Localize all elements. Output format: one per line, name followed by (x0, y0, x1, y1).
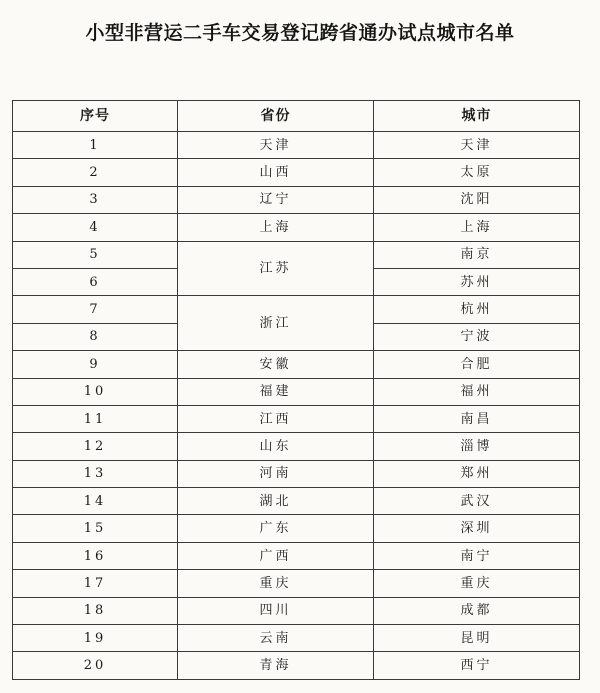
row-no: 5 (13, 241, 178, 268)
table-row (13, 241, 580, 268)
row-no: 8 (13, 323, 178, 350)
row-no: 7 (13, 296, 178, 323)
row-city: 武汉 (374, 488, 580, 515)
row-city: 重庆 (374, 570, 580, 597)
table-row (13, 351, 580, 378)
row-province: 江西 (178, 405, 374, 432)
row-city: 郑州 (374, 460, 580, 487)
row-province: 云南 (178, 625, 374, 652)
table-row (13, 488, 580, 515)
row-city: 宁波 (374, 323, 580, 350)
row-city: 合肥 (374, 351, 580, 378)
header-city: 城市 (374, 101, 580, 132)
row-province: 辽宁 (178, 186, 374, 213)
row-province: 广东 (178, 515, 374, 542)
row-no: 11 (13, 405, 178, 432)
document-title: 小型非营运二手车交易登记跨省通办试点城市名单 (85, 22, 515, 44)
row-province: 广西 (178, 542, 374, 569)
table-row (13, 132, 580, 159)
row-no: 6 (13, 268, 178, 295)
row-city: 昆明 (374, 625, 580, 652)
table-row (13, 597, 580, 624)
row-province: 湖北 (178, 488, 374, 515)
row-city: 杭州 (374, 296, 580, 323)
table-row (13, 515, 580, 542)
row-no: 3 (13, 186, 178, 213)
row-province: 安徽 (178, 351, 374, 378)
row-city: 天津 (374, 132, 580, 159)
table-row (13, 159, 580, 186)
row-no: 19 (13, 625, 178, 652)
row-city: 深圳 (374, 515, 580, 542)
table-row (13, 652, 580, 679)
row-city: 西宁 (374, 652, 580, 679)
header-no: 序号 (13, 101, 178, 132)
row-no: 9 (13, 351, 178, 378)
row-no: 20 (13, 652, 178, 679)
row-city: 沈阳 (374, 186, 580, 213)
row-no: 16 (13, 542, 178, 569)
row-province: 福建 (178, 378, 374, 405)
row-province: 青海 (178, 652, 374, 679)
row-no: 1 (13, 132, 178, 159)
row-no: 12 (13, 433, 178, 460)
row-city: 南昌 (374, 405, 580, 432)
row-city: 苏州 (374, 268, 580, 295)
row-no: 10 (13, 378, 178, 405)
header-province: 省份 (178, 101, 374, 132)
table-row (13, 570, 580, 597)
row-province: 重庆 (178, 570, 374, 597)
row-city: 上海 (374, 214, 580, 241)
row-city: 南京 (374, 241, 580, 268)
row-city: 南宁 (374, 542, 580, 569)
row-no: 14 (13, 488, 178, 515)
table-row (13, 460, 580, 487)
row-province-merged: 浙江 (178, 296, 374, 351)
row-province: 河南 (178, 460, 374, 487)
city-list-table (12, 100, 580, 680)
table-row (13, 186, 580, 213)
row-no: 4 (13, 214, 178, 241)
table-row (13, 214, 580, 241)
row-city: 成都 (374, 597, 580, 624)
row-city: 太原 (374, 159, 580, 186)
row-province-merged: 江苏 (178, 241, 374, 296)
table-row (13, 296, 580, 323)
table-row (13, 405, 580, 432)
row-city: 福州 (374, 378, 580, 405)
row-no: 13 (13, 460, 178, 487)
row-province: 天津 (178, 132, 374, 159)
table-row (13, 378, 580, 405)
row-province: 山东 (178, 433, 374, 460)
row-no: 18 (13, 597, 178, 624)
table-header-row (13, 101, 580, 132)
row-province: 四川 (178, 597, 374, 624)
row-province: 上海 (178, 214, 374, 241)
table-row (13, 625, 580, 652)
table-row (13, 433, 580, 460)
row-no: 15 (13, 515, 178, 542)
row-province: 山西 (178, 159, 374, 186)
row-no: 17 (13, 570, 178, 597)
table-row (13, 542, 580, 569)
row-no: 2 (13, 159, 178, 186)
row-city: 淄博 (374, 433, 580, 460)
